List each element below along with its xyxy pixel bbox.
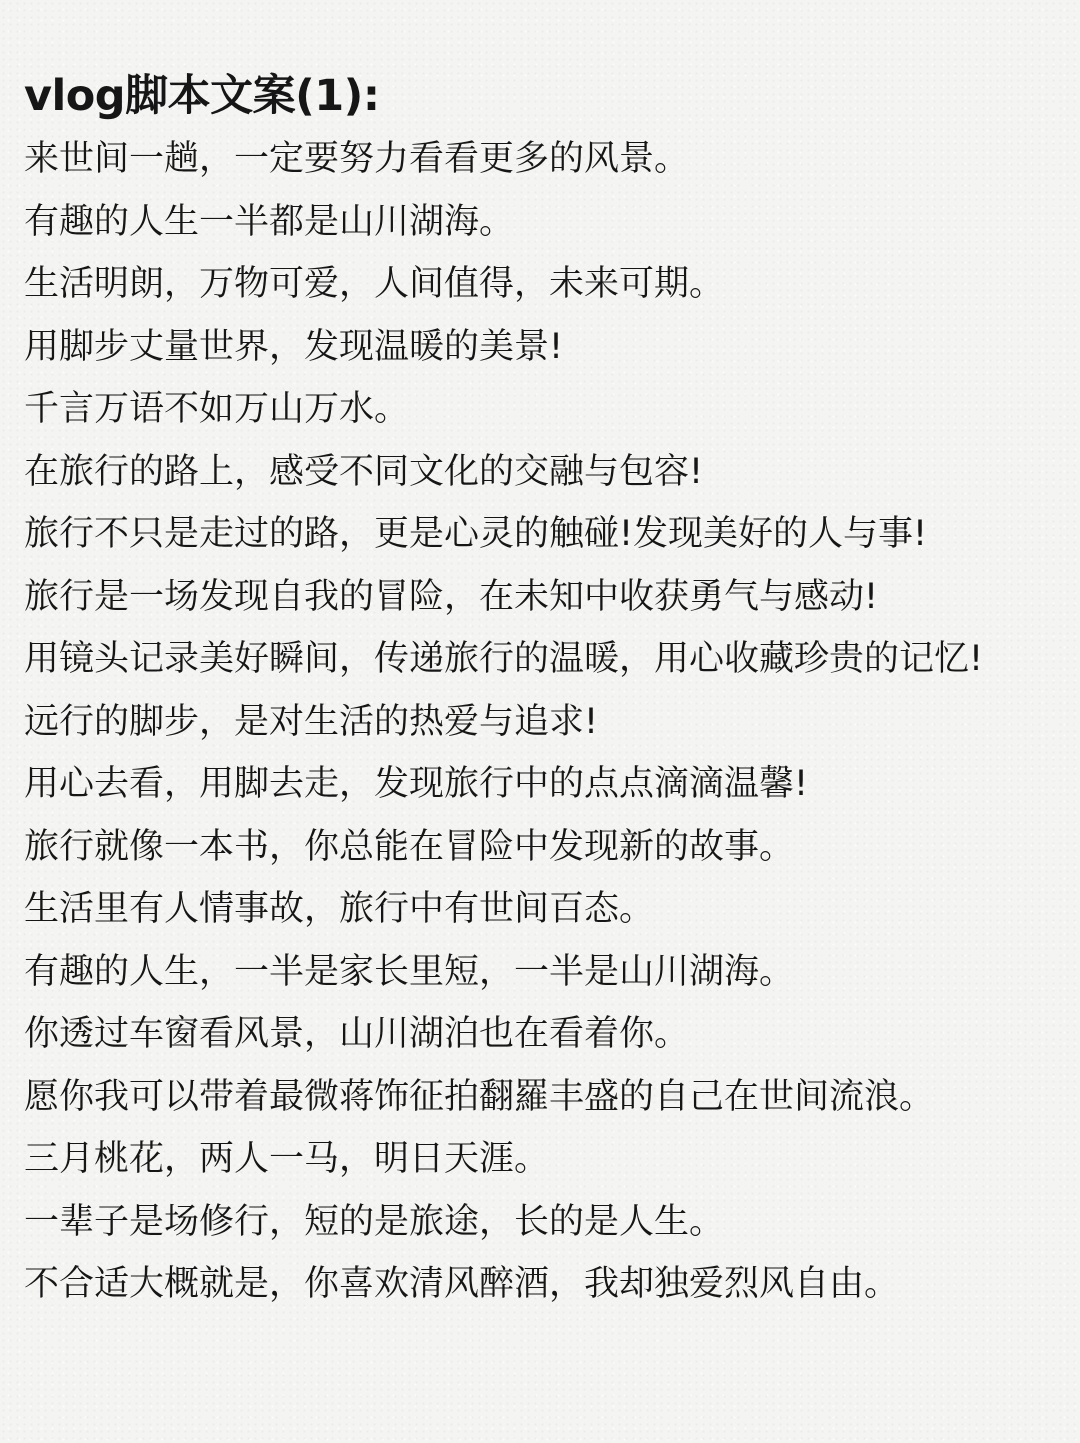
script-line: 一辈子是场修行，短的是旅途，长的是人生。 (24, 1201, 725, 1242)
script-line: 远行的脚步，是对生活的热爱与追求! (24, 701, 599, 742)
script-line: 不合适大概就是，你喜欢清风醉酒，我却独爱烈风自由。 (24, 1264, 900, 1304)
script-line: 旅行就像一本书，你总能在冒险中发现新的故事。 (24, 826, 795, 867)
script-line: 在旅行的路上，感受不同文化的交融与包容! (24, 451, 704, 492)
script-line: 旅行不只是走过的路，更是心灵的触碰!发现美好的人与事! (24, 514, 928, 554)
script-line: 有趣的人生，一半是家长里短，一半是山川湖海。 (24, 951, 795, 992)
document-title: vlog脚本文案(1): (24, 71, 380, 121)
script-line: 生活里有人情事故，旅行中有世间百态。 (24, 889, 655, 929)
script-line: 用心去看，用脚去走，发现旅行中的点点滴滴温馨! (24, 764, 809, 804)
script-line: 你透过车窗看风景，山川湖泊也在看着你。 (24, 1014, 690, 1054)
script-line: 愿你我可以带着最微蒋饰征拍翻羅丰盛的自己在世间流浪。 (24, 1076, 935, 1117)
script-lines (24, 128, 1056, 1316)
script-line: 千言万语不如万山万水。 (24, 389, 410, 429)
script-line: 来世间一趟，一定要努力看看更多的风景。 (24, 139, 690, 179)
script-line: 三月桃花，两人一马，明日天涯。 (24, 1139, 550, 1179)
script-line: 用镜头记录美好瞬间，传递旅行的温暖，用心收藏珍贵的记忆! (24, 639, 984, 679)
script-line: 旅行是一场发现自我的冒险，在未知中收获勇气与感动! (24, 576, 879, 617)
script-line: 生活明朗，万物可爱，人间值得，未来可期。 (24, 264, 725, 304)
script-line: 用脚步丈量世界，发现温暖的美景! (24, 326, 564, 367)
script-line: 有趣的人生一半都是山川湖海。 (24, 201, 515, 242)
